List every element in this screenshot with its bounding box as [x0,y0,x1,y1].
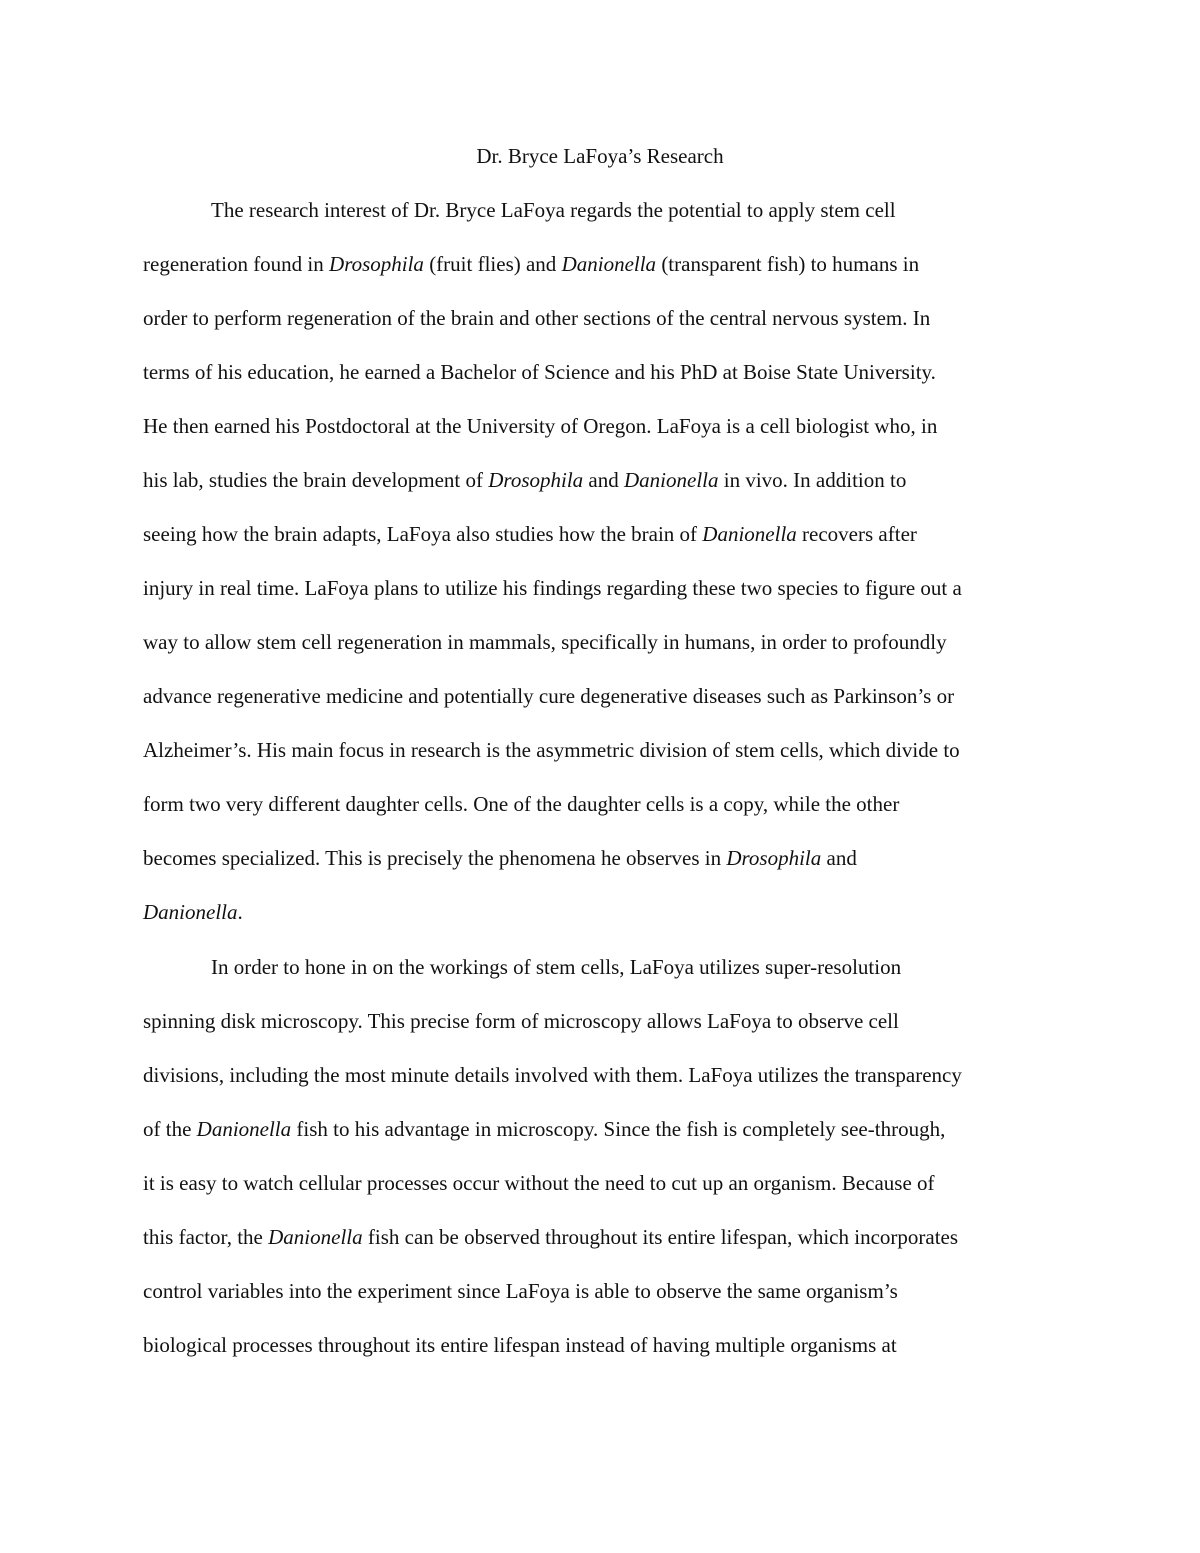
paragraph-1-line-4: terms of his education, he earned a Bachelor of Science and his PhD at Boise State University. [143,360,936,384]
paragraph-1-line-7: seeing how the brain adapts, LaFoya also studies how the brain of Danionella recovers after [143,522,917,546]
paragraph-1-line-12: form two very different daughter cells. One of the daughter cells is a copy, while the other [143,792,900,816]
paragraph-1-line-5: He then earned his Postdoctoral at the University of Oregon. LaFoya is a cell biologist who, in [143,414,938,438]
paragraph-1-line-13: becomes specialized. This is precisely the phenomena he observes in Drosophila and [143,846,857,870]
paragraph-2-line-1: In order to hone in on the workings of stem cells, LaFoya utilizes super-resolution [211,955,902,979]
paragraph-2-line-4: of the Danionella fish to his advantage in microscopy. Since the fish is completely see-through, [143,1117,946,1141]
species-name: Danionella [268,1225,363,1249]
paragraph-2-line-3: divisions, including the most minute details involved with them. LaFoya utilizes the transparency [143,1063,962,1087]
document-title: Dr. Bryce LaFoya’s Research [476,144,724,168]
paragraph-1-line-10: advance regenerative medicine and potentially cure degenerative diseases such as Parkinson’s or [143,684,955,708]
paragraph-1-line-9: way to allow stem cell regeneration in mammals, specifically in humans, in order to profoundly [143,630,947,654]
species-name: Drosophila [488,468,584,492]
paragraph-2-line-5: it is easy to watch cellular processes occur without the need to cut up an organism. Because of [143,1171,935,1195]
paragraph-1-line-3: order to perform regeneration of the brain and other sections of the central nervous system. In [143,306,931,330]
paragraph-1-line-8: injury in real time. LaFoya plans to utilize his findings regarding these two species to figure out a [143,576,962,600]
paragraph-2-line-2: spinning disk microscopy. This precise form of microscopy allows LaFoya to observe cell [143,1009,899,1033]
species-name: Danionella [561,252,657,276]
species-name: Danionella [196,1117,292,1141]
paragraph-1-line-1: The research interest of Dr. Bryce LaFoya regards the potential to apply stem cell [211,198,896,222]
paragraph-2-line-8: biological processes throughout its entire lifespan instead of having multiple organisms at [143,1333,897,1357]
paragraph-1-line-6: his lab, studies the brain development of Drosophila and Danionella in vivo. In addition to [143,468,907,492]
paragraph-1-line-2: regeneration found in Drosophila (fruit flies) and Danionella (transparent fish) to humans in [143,252,920,276]
paragraph-1-line-11: Alzheimer’s. His main focus in research is the asymmetric division of stem cells, which divide to [143,738,960,762]
species-name: Drosophila [726,846,822,870]
paragraph-2-line-7: control variables into the experiment since LaFoya is able to observe the same organism’s [143,1279,898,1303]
paragraph-2-line-6: this factor, the Danionella fish can be observed throughout its entire lifespan, which incorporates [143,1225,959,1249]
species-name: Danionella [624,468,719,492]
species-name: Drosophila [329,252,424,276]
species-name: Danionella [143,900,238,924]
species-name: Danionella [702,522,797,546]
paragraph-1-line-14: Danionella. [143,900,243,924]
